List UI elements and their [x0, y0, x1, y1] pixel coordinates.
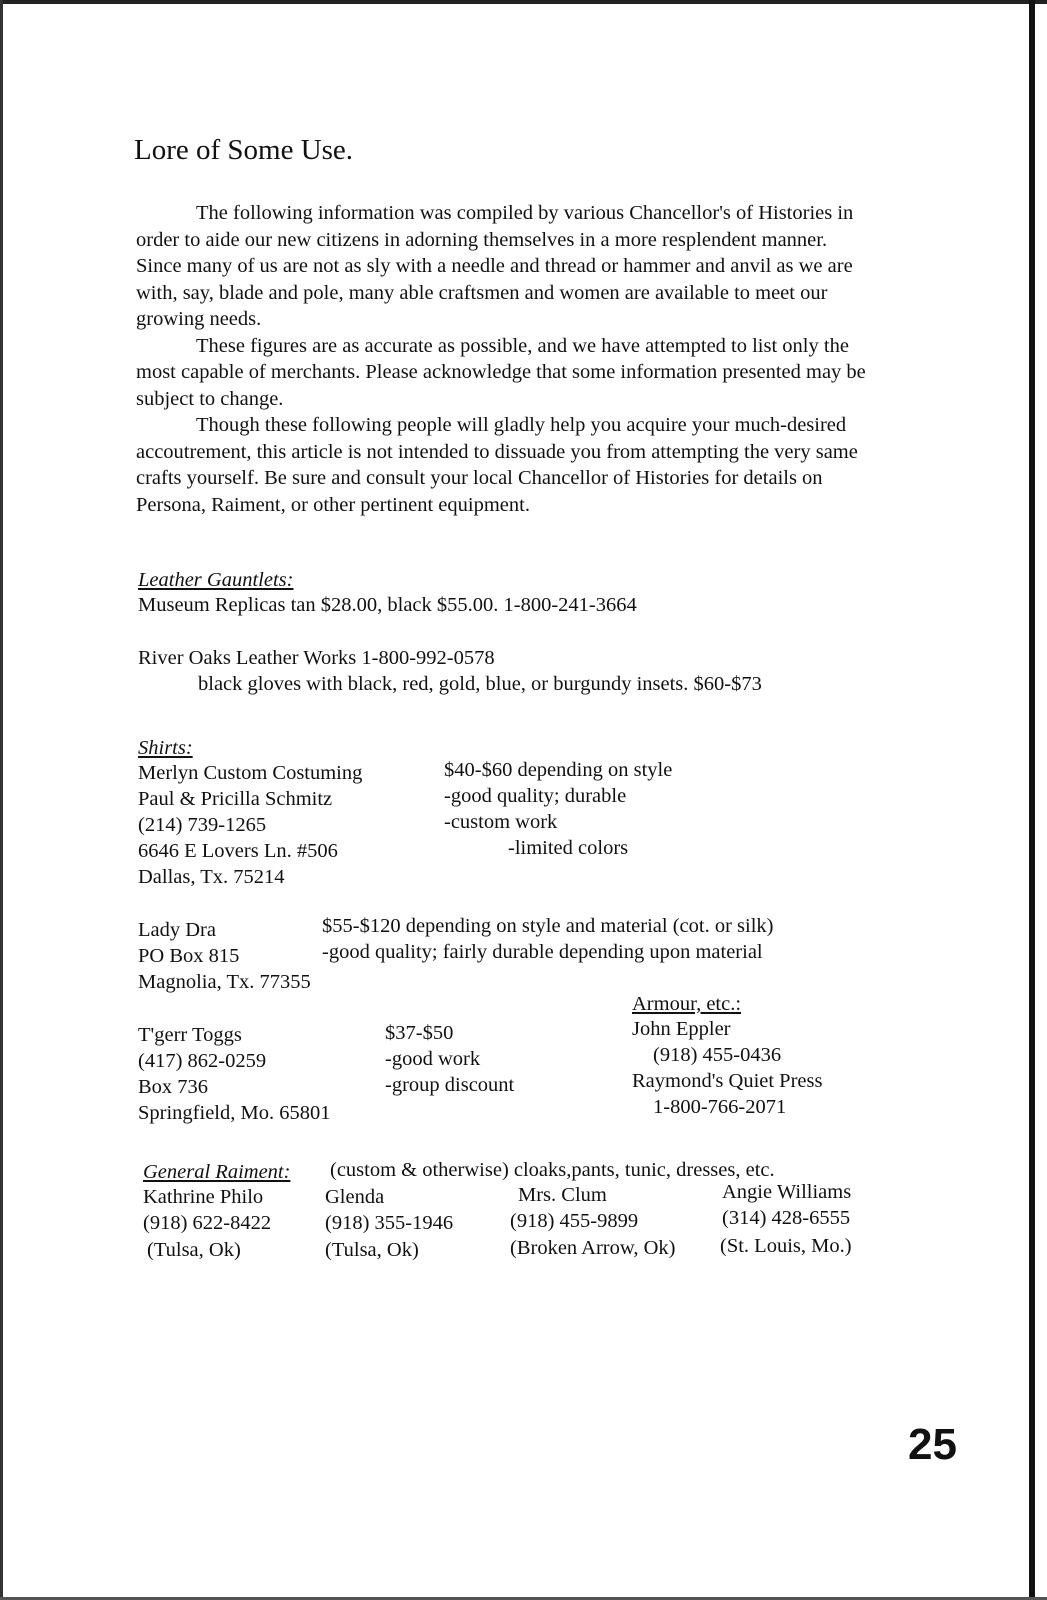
raiment-city: (Tulsa, Ok)	[325, 1239, 419, 1261]
vendor-line: 6646 E Lovers Ln. #506	[138, 840, 338, 862]
vendor-note: $40-$60 depending on style	[444, 759, 673, 781]
vendor-note: $37-$50	[385, 1022, 454, 1044]
shirts-heading: Shirts:	[138, 737, 193, 759]
vendor-line: Box 736	[138, 1076, 209, 1098]
armour-line: 1-800-766-2071	[653, 1096, 787, 1118]
gauntlets-line: black gloves with black, red, gold, blue, or burgundy insets. $60-$73	[198, 673, 762, 695]
vendor-note: -limited colors	[508, 837, 629, 859]
vendor-note: -good quality; durable	[444, 785, 627, 807]
intro-paragraph: The following information was compiled by various Chancellor's of Histories in order to aide our new citizens in adorning themselves in a more resplendent manner. Since many of us are not as sly with a needle and thread or hammer and anvil as we are with, say, blade and pole, many able craftsmen and women are available to meet our growing needs.	[136, 202, 854, 330]
page-number: 25	[908, 1420, 957, 1469]
gauntlets-line: River Oaks Leather Works 1-800-992-0578	[138, 647, 495, 669]
raiment-city: (Tulsa, Ok)	[147, 1239, 241, 1261]
armour-line: John Eppler	[632, 1018, 731, 1040]
raiment-name: Mrs. Clum	[518, 1184, 607, 1206]
vendor-line: Dallas, Tx. 75214	[138, 866, 285, 888]
vendor-line: Merlyn Custom Costuming	[138, 762, 363, 784]
intro-text	[136, 200, 876, 518]
raiment-name: Glenda	[325, 1186, 385, 1208]
vendor-note: $55-$120 depending on style and material (cot. or silk)	[322, 915, 774, 937]
gauntlets-heading: Leather Gauntlets:	[138, 569, 294, 591]
intro-paragraph: These figures are as accurate as possible, and we have attempted to list only the most capable of merchants. Please acknowledge that some information presented may be subject to change.	[136, 334, 866, 410]
raiment-phone: (918) 355-1946	[325, 1212, 454, 1234]
raiment-name: Angie Williams	[722, 1181, 852, 1203]
raiment-name: Kathrine Philo	[143, 1186, 264, 1208]
vendor-line: PO Box 815	[138, 945, 240, 967]
scan-edge-left	[0, 0, 3, 1600]
gauntlets-line: Museum Replicas tan $28.00, black $55.00. 1-800-241-3664	[138, 594, 637, 616]
raiment-city: (Broken Arrow, Ok)	[510, 1237, 676, 1259]
page-title: Lore of Some Use.	[134, 134, 354, 166]
vendor-line: Lady Dra	[138, 919, 216, 941]
armour-line: (918) 455-0436	[653, 1044, 782, 1066]
vendor-line: Paul & Pricilla Schmitz	[138, 788, 333, 810]
vendor-line: (214) 739-1265	[138, 814, 267, 836]
intro-paragraph: Though these following people will gladly help you acquire your much-desired accoutrement, this article is not intended to dissuade you from attempting the very same crafts yourself. Be sure and consult your local Chancellor of Histories for details on Persona, Raiment, or other pertinent equipment.	[136, 414, 858, 516]
vendor-note: -custom work	[444, 811, 558, 833]
armour-heading: Armour, etc.:	[632, 993, 742, 1015]
vendor-line: (417) 862-0259	[138, 1050, 267, 1072]
scan-edge-right	[1029, 0, 1035, 1600]
armour-line: Raymond's Quiet Press	[632, 1070, 823, 1092]
scan-edge-top	[0, 0, 1047, 4]
vendor-line: T'gerr Toggs	[138, 1024, 242, 1046]
vendor-note: -good work	[385, 1048, 481, 1070]
raiment-description: (custom & otherwise) cloaks,pants, tunic, dresses, etc.	[330, 1159, 775, 1181]
raiment-phone: (314) 428-6555	[722, 1207, 851, 1229]
vendor-line: Magnolia, Tx. 77355	[138, 971, 311, 993]
raiment-phone: (918) 455-9899	[510, 1210, 639, 1232]
raiment-phone: (918) 622-8422	[143, 1212, 272, 1234]
vendor-note: -good quality; fairly durable depending upon material	[322, 941, 763, 963]
raiment-city: (St. Louis, Mo.)	[720, 1235, 852, 1257]
vendor-note: -group discount	[385, 1074, 515, 1096]
raiment-heading: General Raiment:	[143, 1161, 291, 1183]
vendor-line: Springfield, Mo. 65801	[138, 1102, 331, 1124]
